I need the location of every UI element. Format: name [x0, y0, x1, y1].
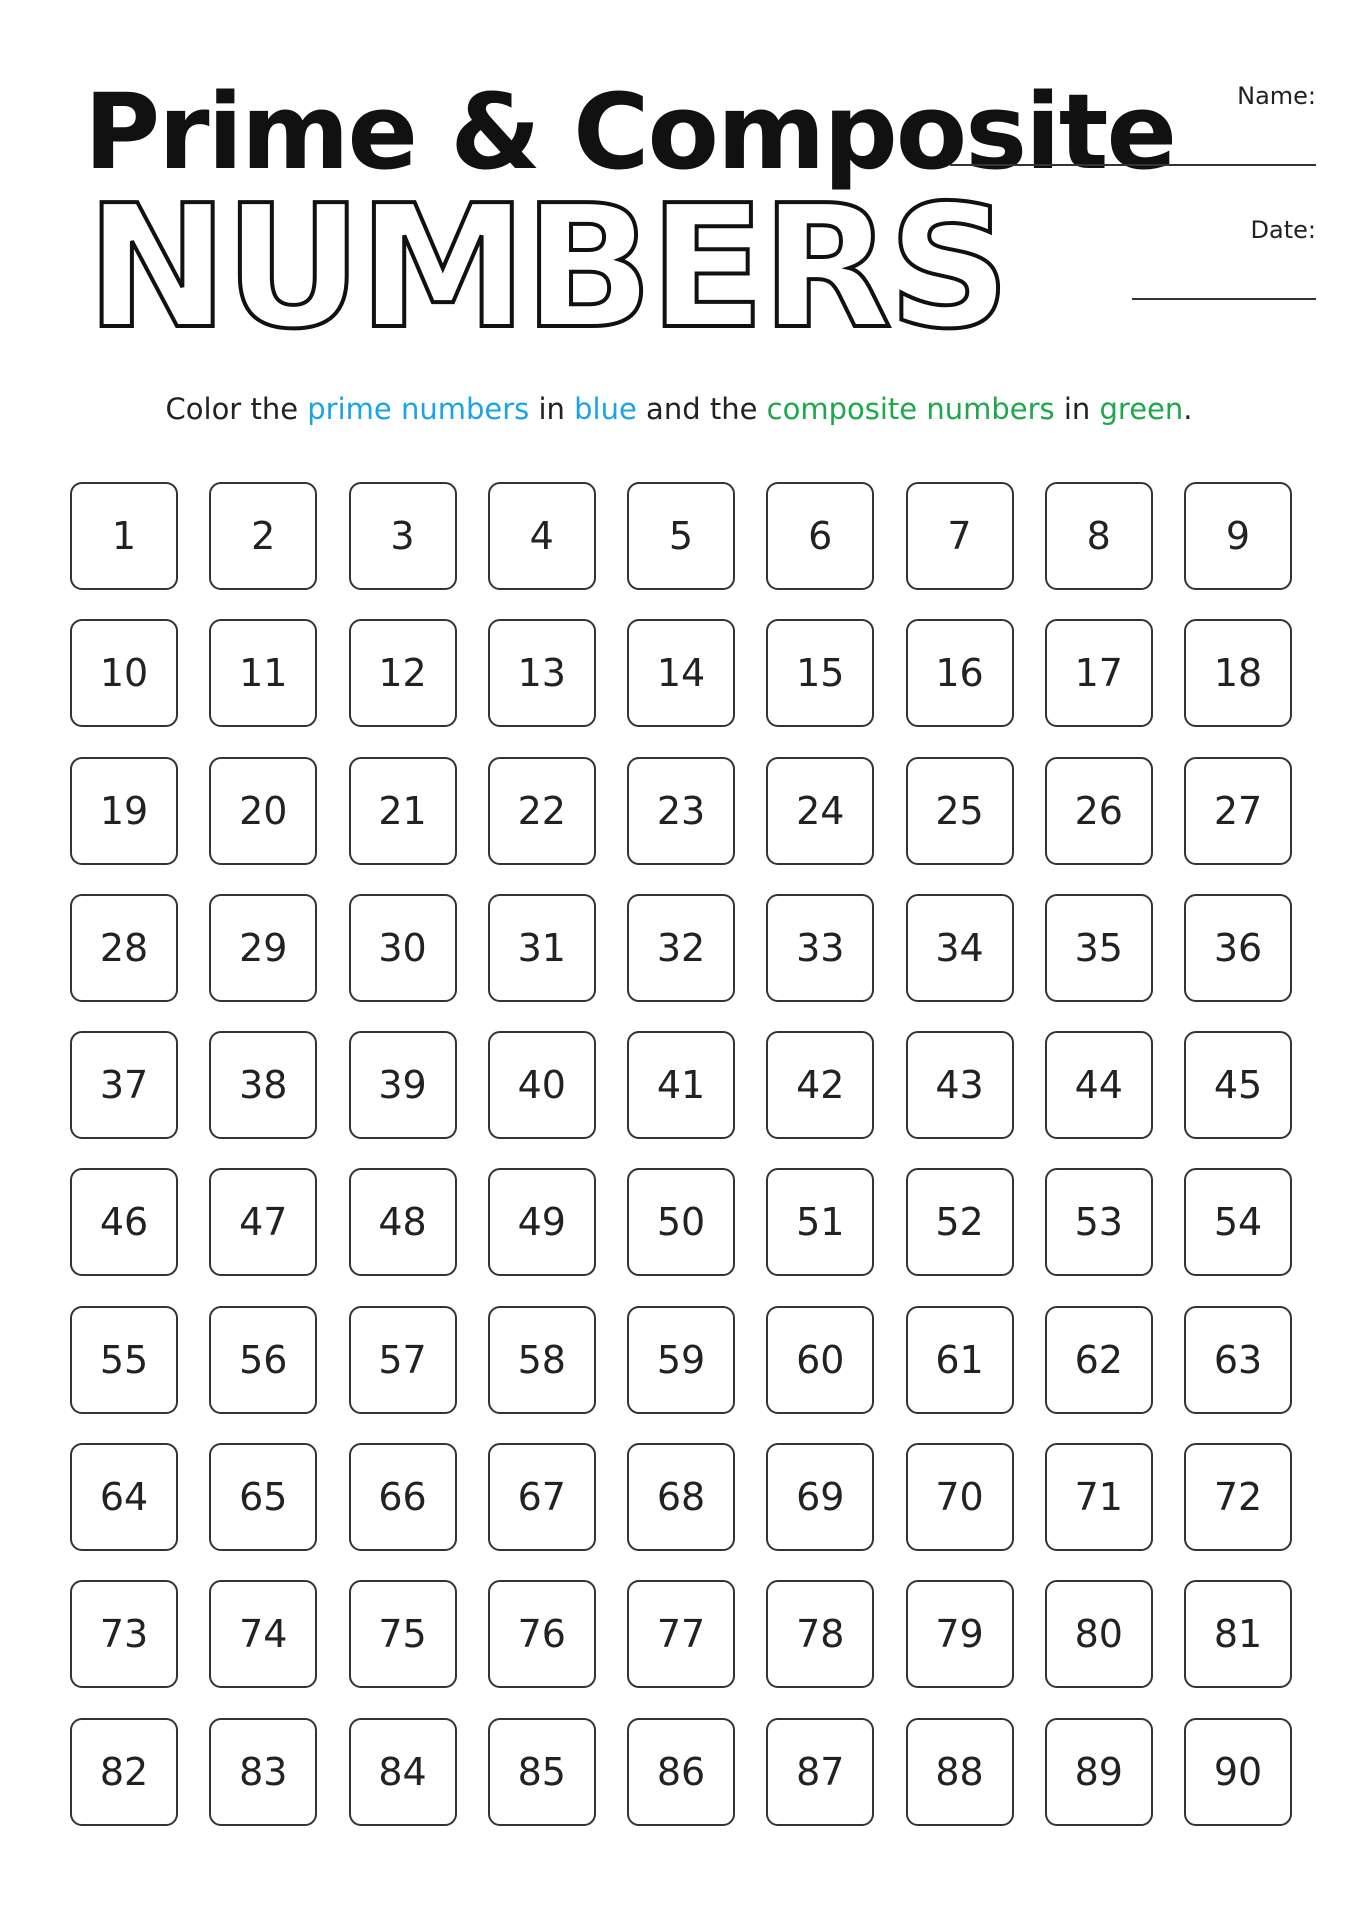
- instruction-part: Color the: [165, 392, 308, 426]
- number-cell[interactable]: 45: [1184, 1031, 1292, 1139]
- number-cell[interactable]: 49: [488, 1168, 596, 1276]
- number-cell[interactable]: 4: [488, 482, 596, 590]
- number-cell[interactable]: 15: [766, 619, 874, 727]
- number-cell[interactable]: 36: [1184, 894, 1292, 1002]
- number-cell[interactable]: 33: [766, 894, 874, 1002]
- number-cell[interactable]: 29: [209, 894, 317, 1002]
- number-cell[interactable]: 76: [488, 1580, 596, 1688]
- number-cell[interactable]: 27: [1184, 757, 1292, 865]
- number-cell[interactable]: 60: [766, 1306, 874, 1414]
- number-cell[interactable]: 82: [70, 1718, 178, 1826]
- number-cell[interactable]: 72: [1184, 1443, 1292, 1551]
- number-cell[interactable]: 56: [209, 1306, 317, 1414]
- number-cell[interactable]: 30: [349, 894, 457, 1002]
- instruction-part: .: [1183, 392, 1193, 426]
- number-cell[interactable]: 16: [906, 619, 1014, 727]
- number-cell[interactable]: 74: [209, 1580, 317, 1688]
- number-cell[interactable]: 47: [209, 1168, 317, 1276]
- name-line[interactable]: [950, 164, 1316, 166]
- number-cell[interactable]: 67: [488, 1443, 596, 1551]
- number-cell[interactable]: 75: [349, 1580, 457, 1688]
- number-cell[interactable]: 46: [70, 1168, 178, 1276]
- number-cell[interactable]: 57: [349, 1306, 457, 1414]
- number-cell[interactable]: 5: [627, 482, 735, 590]
- number-cell[interactable]: 31: [488, 894, 596, 1002]
- number-cell[interactable]: 79: [906, 1580, 1014, 1688]
- number-cell[interactable]: 2: [209, 482, 317, 590]
- number-cell[interactable]: 87: [766, 1718, 874, 1826]
- number-cell[interactable]: 18: [1184, 619, 1292, 727]
- number-cell[interactable]: 23: [627, 757, 735, 865]
- number-cell[interactable]: 20: [209, 757, 317, 865]
- number-cell[interactable]: 70: [906, 1443, 1014, 1551]
- number-cell[interactable]: 59: [627, 1306, 735, 1414]
- number-cell[interactable]: 25: [906, 757, 1014, 865]
- number-cell[interactable]: 35: [1045, 894, 1153, 1002]
- number-cell[interactable]: 84: [349, 1718, 457, 1826]
- number-cell[interactable]: 3: [349, 482, 457, 590]
- number-cell[interactable]: 55: [70, 1306, 178, 1414]
- instruction-text: [0, 392, 1358, 426]
- number-cell[interactable]: 37: [70, 1031, 178, 1139]
- number-cell[interactable]: 8: [1045, 482, 1153, 590]
- number-cell[interactable]: 77: [627, 1580, 735, 1688]
- number-cell[interactable]: 9: [1184, 482, 1292, 590]
- number-cell[interactable]: 41: [627, 1031, 735, 1139]
- number-grid: [70, 482, 1292, 1826]
- number-cell[interactable]: 53: [1045, 1168, 1153, 1276]
- number-cell[interactable]: 54: [1184, 1168, 1292, 1276]
- number-cell[interactable]: 17: [1045, 619, 1153, 727]
- number-cell[interactable]: 64: [70, 1443, 178, 1551]
- number-cell[interactable]: 21: [349, 757, 457, 865]
- number-cell[interactable]: 22: [488, 757, 596, 865]
- number-cell[interactable]: 12: [349, 619, 457, 727]
- number-cell[interactable]: 52: [906, 1168, 1014, 1276]
- number-cell[interactable]: 48: [349, 1168, 457, 1276]
- instruction-part: in: [1054, 392, 1100, 426]
- number-cell[interactable]: 1: [70, 482, 178, 590]
- number-cell[interactable]: 6: [766, 482, 874, 590]
- number-cell[interactable]: 44: [1045, 1031, 1153, 1139]
- composite-numbers-highlight: composite numbers: [766, 392, 1055, 426]
- number-cell[interactable]: 38: [209, 1031, 317, 1139]
- number-cell[interactable]: 58: [488, 1306, 596, 1414]
- number-cell[interactable]: 83: [209, 1718, 317, 1826]
- number-cell[interactable]: 40: [488, 1031, 596, 1139]
- number-cell[interactable]: 71: [1045, 1443, 1153, 1551]
- date-line[interactable]: [1132, 298, 1316, 300]
- number-cell[interactable]: 66: [349, 1443, 457, 1551]
- number-cell[interactable]: 10: [70, 619, 178, 727]
- date-label: Date:: [1250, 216, 1316, 244]
- number-cell[interactable]: 28: [70, 894, 178, 1002]
- number-cell[interactable]: 73: [70, 1580, 178, 1688]
- number-cell[interactable]: 61: [906, 1306, 1014, 1414]
- number-cell[interactable]: 13: [488, 619, 596, 727]
- worksheet-subtitle-outlined: NUMBERS: [86, 169, 1007, 367]
- number-cell[interactable]: 89: [1045, 1718, 1153, 1826]
- number-cell[interactable]: 34: [906, 894, 1014, 1002]
- number-cell[interactable]: 14: [627, 619, 735, 727]
- number-cell[interactable]: 65: [209, 1443, 317, 1551]
- number-cell[interactable]: 7: [906, 482, 1014, 590]
- number-cell[interactable]: 51: [766, 1168, 874, 1276]
- number-cell[interactable]: 26: [1045, 757, 1153, 865]
- number-cell[interactable]: 78: [766, 1580, 874, 1688]
- number-cell[interactable]: 42: [766, 1031, 874, 1139]
- prime-numbers-highlight: prime numbers: [307, 392, 530, 426]
- number-cell[interactable]: 81: [1184, 1580, 1292, 1688]
- number-cell[interactable]: 85: [488, 1718, 596, 1826]
- number-cell[interactable]: 68: [627, 1443, 735, 1551]
- number-cell[interactable]: 32: [627, 894, 735, 1002]
- instruction-part: and the: [636, 392, 767, 426]
- number-cell[interactable]: 69: [766, 1443, 874, 1551]
- number-cell[interactable]: 11: [209, 619, 317, 727]
- worksheet-title: Prime & Composite: [84, 71, 1176, 193]
- number-cell[interactable]: 50: [627, 1168, 735, 1276]
- number-cell[interactable]: 80: [1045, 1580, 1153, 1688]
- green-color-word: green: [1099, 392, 1184, 426]
- instruction-part: in: [529, 392, 575, 426]
- number-cell[interactable]: 90: [1184, 1718, 1292, 1826]
- blue-color-word: blue: [574, 392, 637, 426]
- number-cell[interactable]: 88: [906, 1718, 1014, 1826]
- number-cell[interactable]: 24: [766, 757, 874, 865]
- number-cell[interactable]: 43: [906, 1031, 1014, 1139]
- number-cell[interactable]: 39: [349, 1031, 457, 1139]
- number-cell[interactable]: 86: [627, 1718, 735, 1826]
- number-cell[interactable]: 19: [70, 757, 178, 865]
- name-label: Name:: [1237, 82, 1316, 110]
- number-cell[interactable]: 63: [1184, 1306, 1292, 1414]
- number-cell[interactable]: 62: [1045, 1306, 1153, 1414]
